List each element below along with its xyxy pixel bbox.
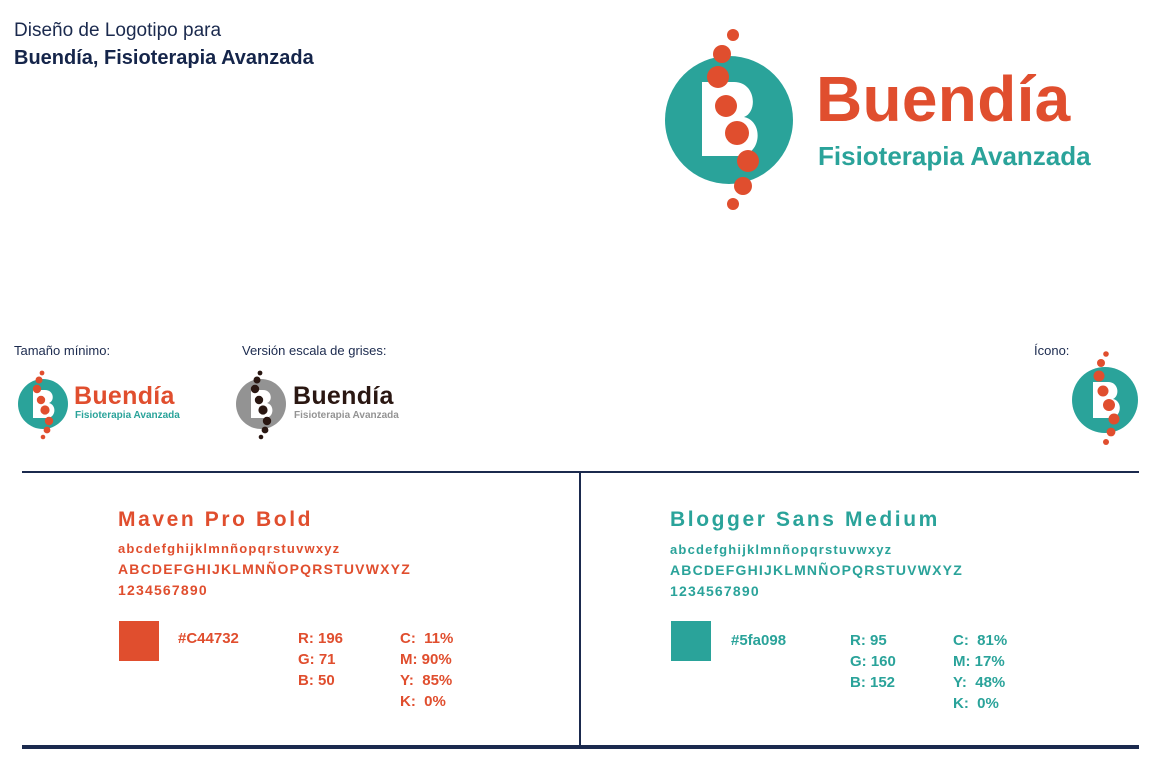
- logo-tagline: Fisioterapia Avanzada: [818, 141, 1091, 171]
- grayscale-logo-name: Buendía: [293, 382, 394, 410]
- rgb-b: B: 152: [850, 674, 896, 691]
- icon-label: Ícono:: [1034, 343, 1070, 358]
- font-uppercase: ABCDEFGHIJKLMNÑOPQRSTUVWXYZ: [670, 562, 963, 578]
- vertical-divider: [579, 473, 581, 746]
- font-panel-maven: [118, 508, 558, 728]
- min-logo-tagline: Fisioterapia Avanzada: [75, 410, 180, 421]
- color-hex: #C44732: [178, 630, 239, 647]
- rgb-b: B: 50: [298, 672, 335, 689]
- grayscale-logo-symbol-icon: [236, 370, 296, 440]
- cmyk-y: Y: 48%: [953, 674, 1006, 691]
- min-size-logo: [16, 370, 206, 440]
- min-logo-name: Buendía: [74, 382, 175, 410]
- cmyk-m: M: 17%: [953, 653, 1005, 670]
- rgb-r: R: 196: [298, 630, 344, 647]
- font-panel-blogger: [670, 508, 1110, 728]
- grayscale-logo: [236, 370, 436, 440]
- font-lowercase: abcdefghijklmnñopqrstuvwxyz: [118, 541, 341, 556]
- page-subtitle: Diseño de Logotipo para: [14, 20, 222, 41]
- min-logo-symbol-icon: [16, 370, 76, 440]
- rgb-g: G: 160: [850, 653, 896, 670]
- bottom-divider: [22, 745, 1139, 749]
- color-cmyk: [400, 628, 453, 712]
- grayscale-logo-tagline: Fisioterapia Avanzada: [294, 410, 399, 421]
- font-name: Maven Pro Bold: [118, 508, 314, 531]
- rgb-g: G: 71: [298, 651, 336, 668]
- cmyk-c: C: 81%: [953, 632, 1008, 649]
- min-size-label: Tamaño mínimo:: [14, 343, 111, 358]
- cmyk-m: M: 90%: [400, 651, 452, 668]
- font-uppercase: ABCDEFGHIJKLMNÑOPQRSTUVWXYZ: [118, 561, 411, 577]
- color-rgb: [850, 630, 896, 693]
- page-title: Buendía, Fisioterapia Avanzada: [14, 47, 314, 69]
- main-logo-symbol-icon: [660, 26, 800, 216]
- cmyk-k: K: 0%: [400, 693, 446, 710]
- cmyk-c: C: 11%: [400, 630, 454, 647]
- font-digits: 1234567890: [670, 583, 760, 599]
- color-hex: #5fa098: [731, 632, 787, 649]
- color-swatch-teal: [671, 621, 711, 661]
- main-logo: [660, 26, 1140, 216]
- color-rgb: [298, 628, 343, 691]
- font-lowercase: abcdefghijklmnñopqrstuvwxyz: [670, 542, 893, 557]
- color-cmyk: [953, 630, 1007, 714]
- cmyk-y: Y: 85%: [400, 672, 453, 689]
- icon-logo: [1068, 350, 1142, 448]
- color-swatch-red: [119, 621, 159, 661]
- cmyk-k: K: 0%: [953, 695, 999, 712]
- rgb-r: R: 95: [850, 632, 887, 649]
- icon-logo-symbol-icon: [1068, 350, 1142, 448]
- grayscale-label: Versión escala de grises:: [242, 343, 387, 358]
- font-name: Blogger Sans Medium: [670, 508, 940, 531]
- logo-name: Buendía: [816, 63, 1071, 135]
- font-digits: 1234567890: [118, 582, 208, 598]
